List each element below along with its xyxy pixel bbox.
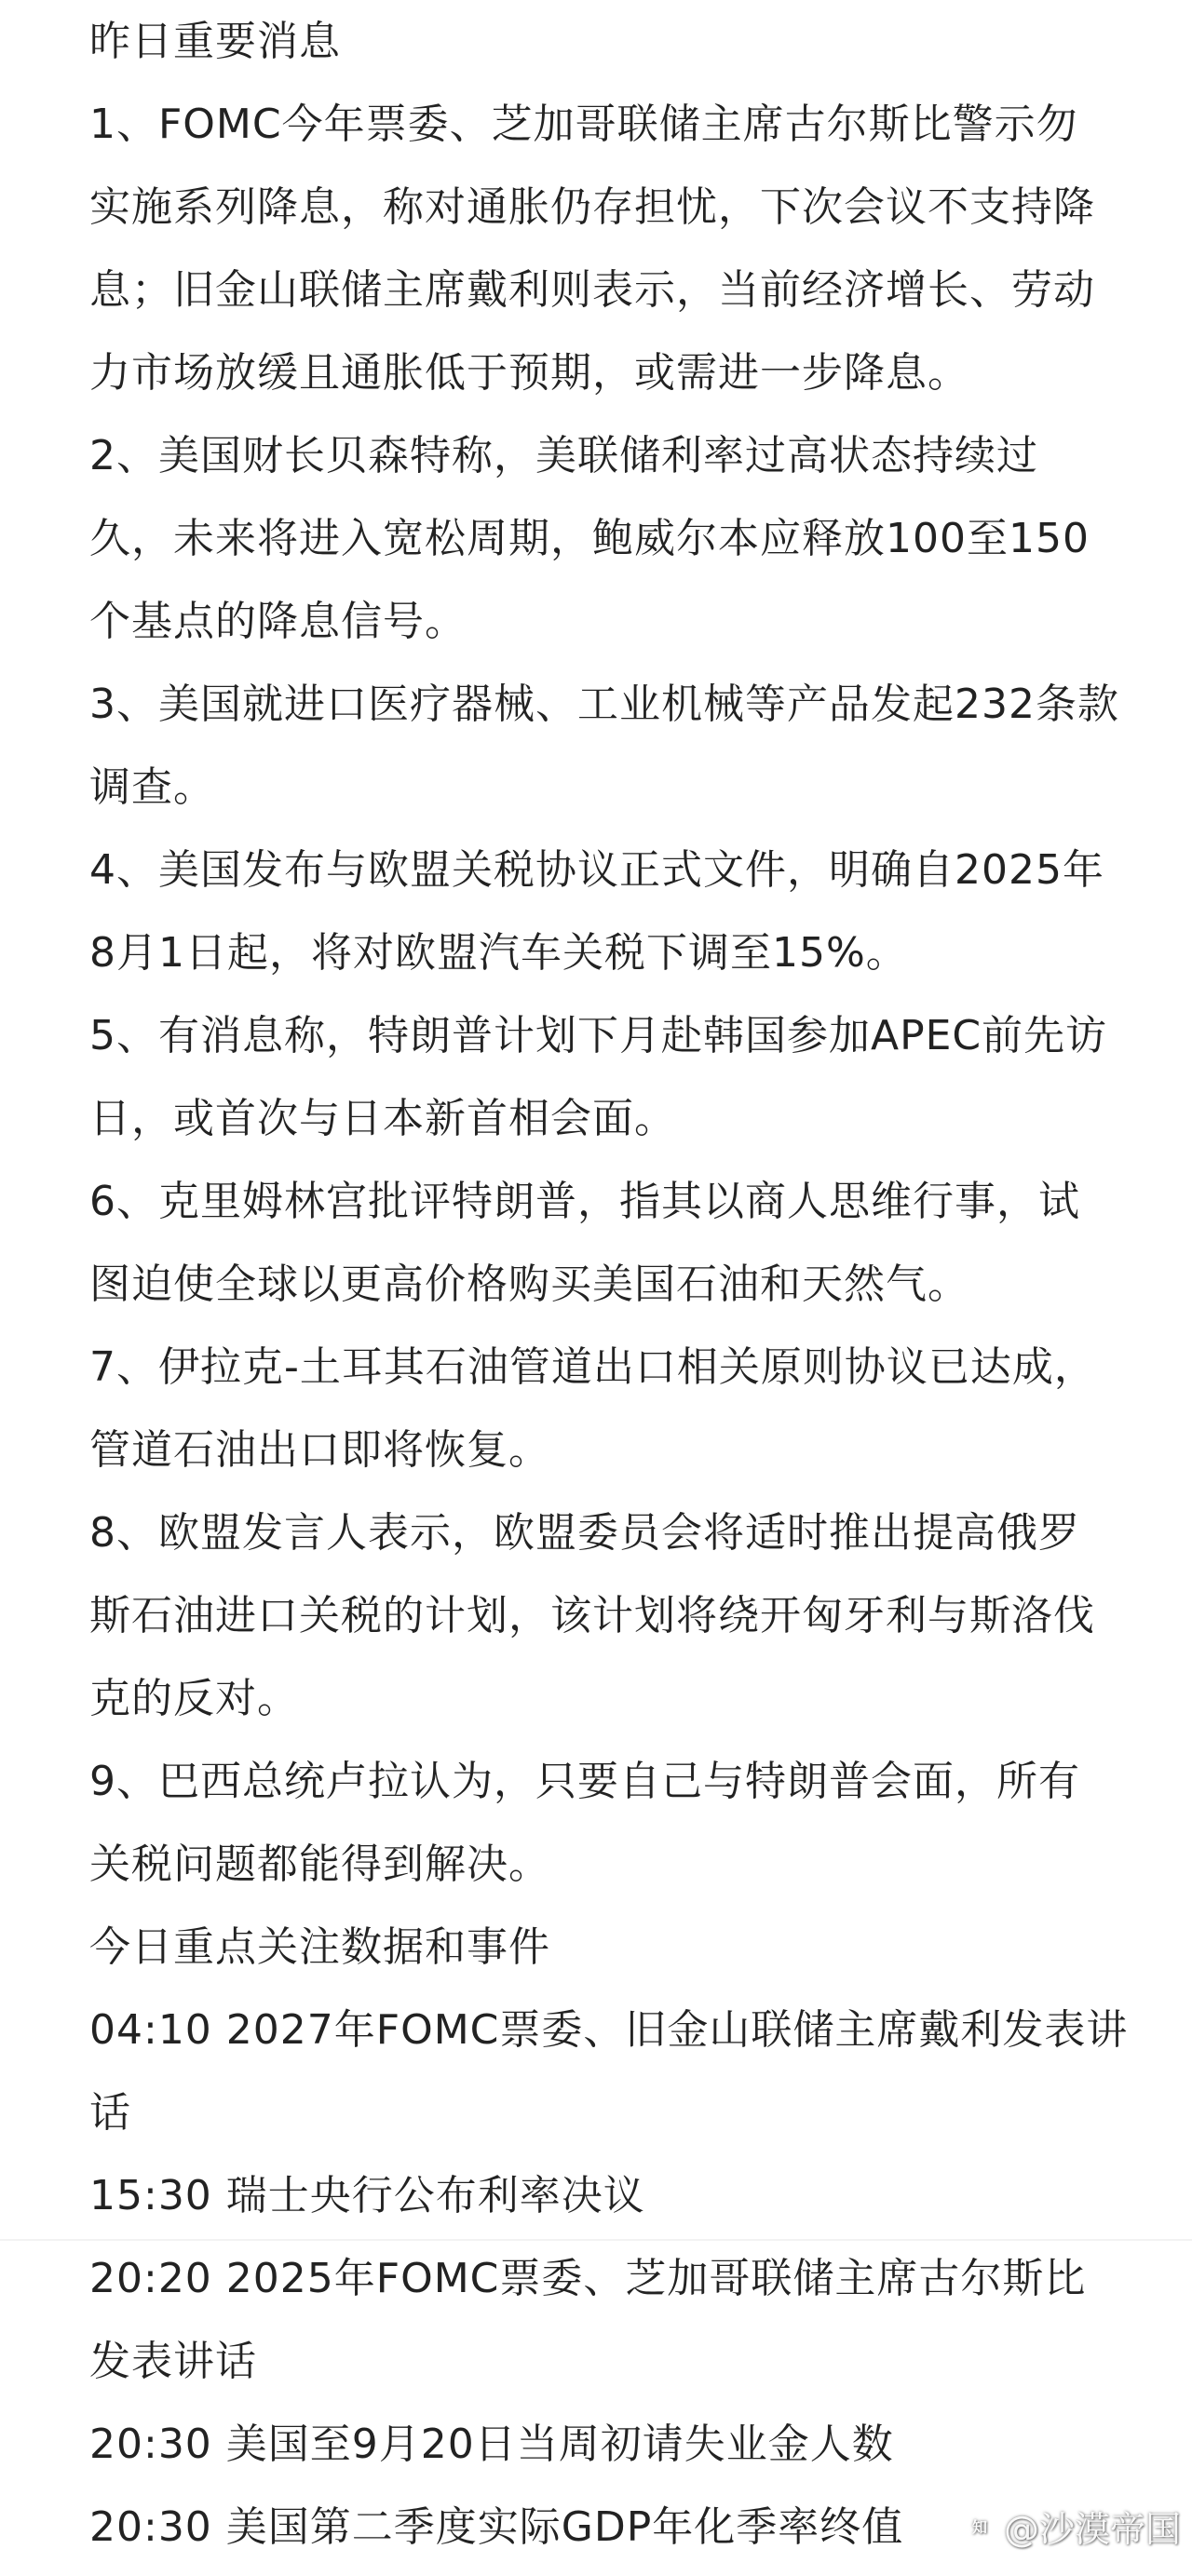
news-line: 4、美国发布与欧盟关税协议正式文件，明确自2025年 — [89, 846, 1104, 894]
event-line: 20:20 2025年FOMC票委、芝加哥联储主席古尔斯比 — [89, 2255, 1087, 2302]
news-line: 管道石油出口即将恢复。 — [89, 1426, 550, 1474]
news-line: 5、有消息称，特朗普计划下月赴韩国参加APEC前先访 — [89, 1012, 1108, 1059]
news-item-3 — [89, 663, 1123, 829]
news-item-5 — [89, 994, 1123, 1160]
event-line: 发表讲话 — [89, 2338, 257, 2385]
news-line: 日，或首次与日本新首相会面。 — [89, 1095, 676, 1142]
news-line: 实施系列降息，称对通胀仍存担忧，下次会议不支持降 — [89, 183, 1095, 231]
news-item-4 — [89, 829, 1123, 994]
event-item-2 — [89, 2154, 1123, 2237]
news-line: 久，未来将进入宽松周期，鲍威尔本应释放100至150 — [89, 515, 1090, 562]
watermark — [961, 2501, 1181, 2552]
event-line: 20:30 美国至9月20日当周初请失业金人数 — [89, 2421, 894, 2468]
news-line: 6、克里姆林宫批评特朗普，指其以商人思维行事，试 — [89, 1178, 1080, 1225]
news-line: 斯石油进口关税的计划，该计划将绕开匈牙利与斯洛伐 — [89, 1592, 1095, 1639]
news-line: 调查。 — [89, 763, 215, 811]
event-line: 04:10 2027年FOMC票委、旧金山联储主席戴利发表讲 — [89, 2006, 1129, 2054]
news-item-8 — [89, 1491, 1123, 1740]
event-item-4 — [89, 2403, 1123, 2486]
news-item-6 — [89, 1160, 1123, 1326]
news-line: 个基点的降息信号。 — [89, 598, 467, 645]
image-seam-divider — [0, 2239, 1192, 2241]
event-line: 15:30 瑞士央行公布利率决议 — [89, 2172, 645, 2219]
news-item-9 — [89, 1740, 1123, 1906]
news-line: 8月1日起，将对欧盟汽车关税下调至15%。 — [89, 929, 908, 977]
news-line: 息；旧金山联储主席戴利则表示，当前经济增长、劳动 — [89, 266, 1095, 314]
news-line: 图迫使全球以更高价格购买美国石油和天然气。 — [89, 1261, 969, 1308]
news-line: 关税问题都能得到解决。 — [89, 1841, 550, 1888]
event-item-3 — [89, 2237, 1123, 2403]
news-line: 克的反对。 — [89, 1675, 299, 1722]
news-line: 8、欧盟发言人表示，欧盟委员会将适时推出提高俄罗 — [89, 1509, 1080, 1557]
svg-text:知: 知 — [971, 2517, 987, 2536]
news-item-7 — [89, 1326, 1123, 1491]
news-line: 7、伊拉克-土耳其石油管道出口相关原则协议已达成， — [89, 1343, 1096, 1391]
section-title-today: 今日重点关注数据和事件 — [89, 1923, 550, 1971]
zhihu-logo-icon — [961, 2508, 998, 2545]
news-line: 力市场放缓且通胀低于预期，或需进一步降息。 — [89, 349, 969, 397]
news-line: 3、美国就进口医疗器械、工业机械等产品发起232条款 — [89, 681, 1119, 728]
news-line: 2、美国财长贝森特称，美联储利率过高状态持续过 — [89, 432, 1038, 479]
event-item-1 — [89, 1989, 1129, 2154]
news-item-1 — [89, 83, 1123, 414]
news-line: 1、FOMC今年票委、芝加哥联储主席古尔斯比警示勿 — [89, 101, 1078, 148]
section-title-yesterday: 昨日重要消息 — [89, 18, 341, 65]
news-item-2 — [89, 414, 1123, 663]
news-line: 9、巴西总统卢拉认为，只要自己与特朗普会面，所有 — [89, 1758, 1080, 1805]
watermark-text: @沙漠帝国 — [1003, 2509, 1181, 2550]
article-content — [89, 0, 1129, 2569]
event-line: 话 — [89, 2089, 131, 2137]
event-line: 20:30 美国第二季度实际GDP年化季率终值 — [89, 2503, 904, 2551]
